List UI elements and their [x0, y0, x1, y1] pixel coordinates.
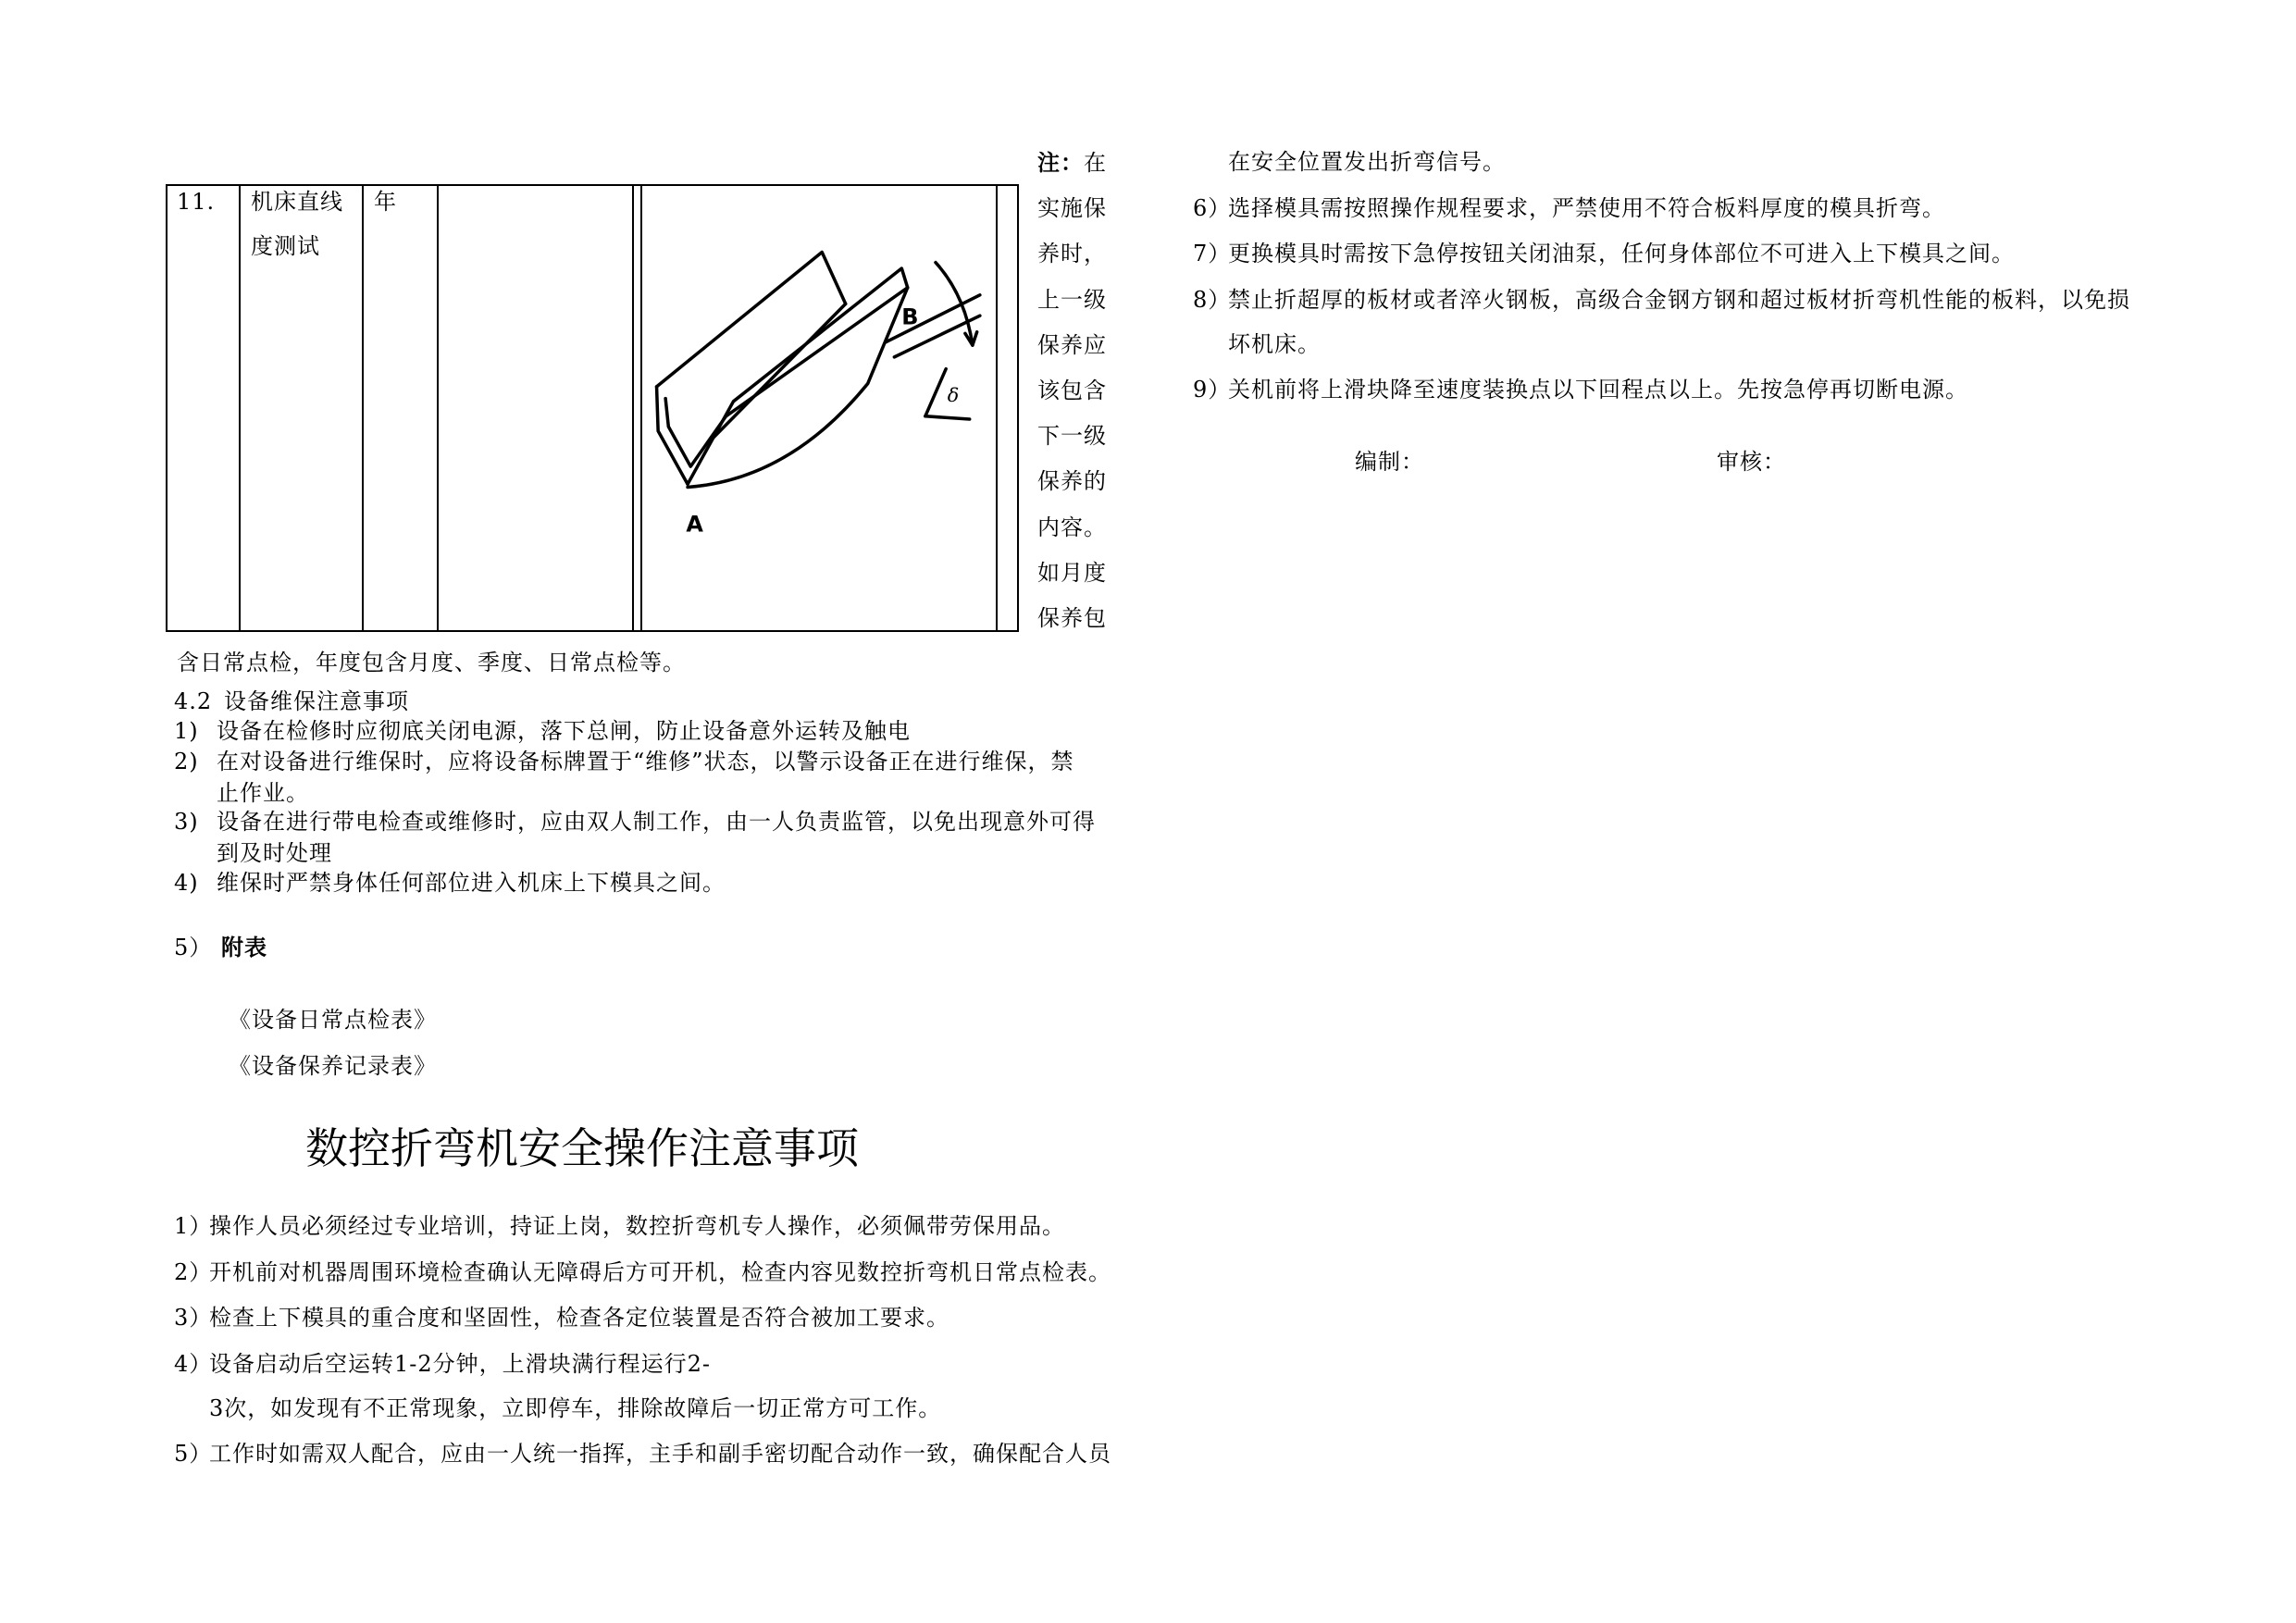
- list-item-number: 2): [174, 749, 199, 774]
- note-line: 下一级: [1037, 423, 1107, 450]
- list-item: [1193, 376, 1968, 403]
- column-divider: [239, 186, 241, 630]
- page-title: 数控折弯机安全操作注意事项: [305, 1123, 859, 1173]
- list-item-number: 6）: [1193, 195, 1232, 221]
- note-line: 养时，: [1037, 241, 1107, 267]
- table-cell-item-line: 机床直线: [251, 189, 343, 215]
- note-line: 保养应: [1037, 331, 1107, 358]
- column-divider: [632, 186, 634, 630]
- list-item-continuation: 在安全位置发出折弯信号。: [1228, 149, 1506, 175]
- list-item-text: 操作人员必须经过专业培训，持证上岗，数控折弯机专人操作，必须佩带劳保用品。: [209, 1213, 1065, 1239]
- list-item: [174, 717, 911, 745]
- list-item-continuation: 止作业。: [217, 780, 309, 806]
- list-item-text: 设备启动后空运转1-2分钟，上滑块满行程运行2-: [209, 1351, 712, 1377]
- section-heading: [174, 688, 409, 715]
- note-line: 内容。: [1037, 514, 1107, 540]
- note-label: 注：: [1037, 149, 1084, 176]
- list-item-text: 检查上下模具的重合度和坚固性，检查各定位装置是否符合被加工要求。: [209, 1305, 949, 1331]
- list-item-number: 8）: [1193, 287, 1232, 313]
- table-cell-item-line: 度测试: [251, 233, 320, 259]
- note-line: 上一级: [1037, 286, 1107, 313]
- note-continuation: 含日常点检，年度包含月度、季度、日常点检等。: [177, 650, 686, 675]
- note-line: 实施保: [1037, 195, 1107, 222]
- list-item-text: 更换模具时需按下急停按钮关闭油泵，任何身体部位不可进入上下模具之间。: [1228, 241, 2015, 266]
- list-item-continuation: 坏机床。: [1228, 331, 1321, 357]
- column-divider: [362, 186, 364, 630]
- diagram-deflection-curve: [688, 288, 908, 488]
- list-item-number: 4): [174, 870, 199, 896]
- list-item-text: 工作时如需双人配合，应由一人统一指挥，主手和副手密切配合动作一致，确保配合人员: [209, 1441, 1111, 1467]
- prepared-by-label: 编制：: [1355, 449, 1424, 475]
- list-item: [174, 748, 1074, 775]
- list-item: [174, 1304, 949, 1332]
- note-text: 在: [1084, 150, 1107, 176]
- straightness-diagram: [640, 184, 998, 632]
- note-line: 保养的: [1037, 468, 1107, 495]
- note-column: [1037, 140, 1107, 641]
- list-item-text: 维保时严禁身体任何部位进入机床上下模具之间。: [217, 870, 726, 896]
- note-line: 该包含: [1037, 378, 1107, 404]
- list-item-number: 1): [174, 718, 199, 744]
- table-cell-period: 年: [374, 189, 397, 215]
- note-line: 如月度: [1037, 559, 1107, 586]
- appendix-number: 5）: [174, 935, 213, 960]
- list-item-number: 1）: [174, 1213, 213, 1239]
- diagram-label-b: B: [901, 304, 919, 330]
- list-item: [174, 1258, 1111, 1286]
- appendix-form: 《设备保养记录表》: [229, 1053, 437, 1079]
- appendix-form: 《设备日常点检表》: [229, 1007, 437, 1033]
- diagram-angle-side: [925, 369, 946, 416]
- list-item: [1193, 194, 1945, 222]
- list-item-text: 设备在进行带电检查或维修时，应由双人制工作，由一人负责监管，以免出现意外可得: [217, 809, 1096, 835]
- list-item: [1193, 240, 2015, 267]
- list-item-number: 5）: [174, 1441, 213, 1467]
- section-number: 4.2: [174, 688, 213, 714]
- diagram-label-delta: δ: [947, 383, 960, 406]
- list-item-number: 9）: [1193, 377, 1232, 403]
- list-item-number: 3): [174, 809, 199, 835]
- appendix-label: 附表: [221, 934, 267, 960]
- list-item-text: 在对设备进行维保时，应将设备标牌置于“维修”状态，以警示设备正在进行维保，禁: [217, 749, 1074, 774]
- list-item-number: 2）: [174, 1259, 213, 1285]
- list-item-number: 3）: [174, 1305, 213, 1331]
- list-item: [174, 1440, 1111, 1468]
- table-cell-item: [251, 180, 343, 268]
- list-item-text: 设备在检修时应彻底关闭电源，落下总闸，防止设备意外运转及触电: [217, 718, 911, 744]
- table-cell-number: 11.: [177, 189, 216, 215]
- list-item-text: 关机前将上滑块降至速度装换点以下回程点以上。先按急停再切断电源。: [1228, 377, 1968, 403]
- diagram-front-flange: [688, 268, 908, 484]
- list-item-number: 4）: [174, 1351, 213, 1377]
- list-item-text: 禁止折超厚的板材或者淬火钢板，高级合金钢方钢和超过板材折弯机性能的板料，以免损: [1228, 287, 2130, 313]
- column-divider: [437, 186, 439, 630]
- note-line: 保养包: [1037, 605, 1107, 632]
- list-item-text: 选择模具需按照操作规程要求，严禁使用不符合板料厚度的模具折弯。: [1228, 195, 1945, 221]
- appendix-heading: [174, 934, 267, 961]
- list-item-text: 开机前对机器周围环境检查确认无障碍后方可开机，检查内容见数控折弯机日常点检表。: [209, 1259, 1111, 1285]
- list-item: [174, 1212, 1065, 1240]
- list-item: [1193, 286, 2130, 314]
- diagram-crease: [708, 304, 845, 442]
- list-item-number: 7）: [1193, 241, 1232, 266]
- list-item: [174, 869, 726, 897]
- list-item-continuation: 到及时处理: [217, 840, 332, 866]
- list-item: [174, 1350, 711, 1378]
- list-item-continuation: 3次，如发现有不正常现象，立即停车，排除故障后一切正常方可工作。: [209, 1395, 942, 1421]
- list-item: [174, 808, 1096, 836]
- note-line: [1037, 140, 1107, 186]
- diagram-back-flange: [657, 252, 846, 386]
- section-title: 设备维保注意事项: [224, 688, 409, 714]
- diagram-label-a: A: [686, 511, 703, 538]
- diagram-angle-base: [925, 416, 970, 419]
- reviewed-by-label: 审核：: [1717, 449, 1786, 475]
